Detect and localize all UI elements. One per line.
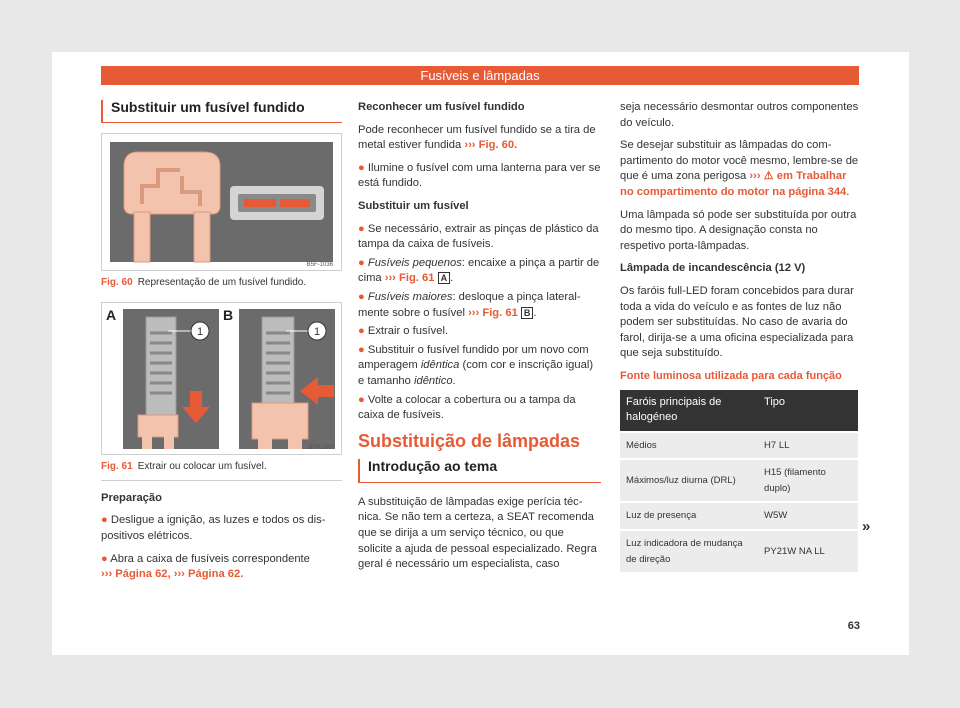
paragraph: A substituição de lâmpadas exige perícia técnica. Se não tem a certeza, a SEAT recomenda que se dirija a um serviço técnico, ou que solicite a ajuda de pessoal especializado. Regra geral é necessário um especialista, caso bbox=[358, 495, 597, 571]
figure-61-caption: Fig. 61 Extrair ou colocar um fusível. bbox=[101, 459, 342, 481]
label-a: A bbox=[106, 307, 117, 324]
prep-item: ● Desligue a ignição, as luzes e todos os dispositivos elétricos. bbox=[101, 514, 326, 542]
list-item: ● Fusíveis pequenos: encaixe a pinça a partir de cima ››› Fig. 61 A . bbox=[358, 256, 600, 285]
list-item: ● Ilumine o fusível com uma lanterna para ver se está fundido. bbox=[358, 161, 601, 190]
figure-61 bbox=[101, 302, 342, 455]
table-header: Tipo bbox=[758, 390, 858, 432]
table-row: Luz de presença W5W bbox=[620, 502, 858, 530]
figure-60-caption: Fig. 60 Representação de um fusível fundido. bbox=[101, 276, 307, 288]
page-link[interactable]: ››› ⚠ em Trabalhar no compartimento do motor na página 344 bbox=[620, 170, 847, 198]
label-b: B bbox=[223, 307, 234, 324]
paragraph: Se desejar substituir as lâmpadas do compartimento do motor você mesmo, lembre-se de que é uma zona perigosa ››› ⚠ em Trabalhar no compartimento do motor na página 344. bbox=[620, 139, 859, 198]
table-header: Faróis principais de halogéneo bbox=[620, 390, 758, 432]
list-item: ● Volte a colocar a cobertura ou a tampa da caixa de fusíveis. bbox=[358, 393, 576, 422]
chapter-title: Substituição de lâmpadas bbox=[358, 430, 581, 451]
figure-60 bbox=[101, 133, 342, 271]
figure-link[interactable]: ››› Fig. 61 bbox=[468, 306, 518, 319]
figure-link[interactable]: ››› Fig. 60. bbox=[464, 139, 518, 152]
list-item: ● Substituir o fusível fundido por um novo com amperagem idêntica (com cor e inscrição igual) e tamanho idêntico. bbox=[358, 343, 594, 387]
page-number: 63 bbox=[847, 620, 860, 632]
table-title: Fonte luminosa utilizada para cada função bbox=[620, 369, 842, 382]
svg-text:1: 1 bbox=[313, 326, 321, 339]
middle-column bbox=[358, 100, 601, 580]
table-row: Médios H7 LL bbox=[620, 432, 858, 460]
table-header-row bbox=[620, 390, 858, 432]
page-link[interactable]: ››› Página 62, ››› Página 62. bbox=[101, 568, 244, 581]
figure-tag: B5F-1036 bbox=[306, 261, 333, 268]
list-item: ● Fusíveis maiores: desloque a pinça lateralmente sobre o fusível ››› Fig. 61 B . bbox=[358, 290, 581, 319]
list-item: ● Se necessário, extrair as pinças de plástico da tampa da caixa de fusíveis. bbox=[358, 222, 599, 251]
section-title: Substituir um fusível fundido bbox=[101, 100, 342, 123]
figure-tag: B7V-1007 bbox=[308, 445, 335, 452]
recognize-heading: Reconhecer um fusível fundido bbox=[358, 101, 525, 113]
figure-link[interactable]: ››› Fig. 61 bbox=[384, 272, 435, 285]
bulb-table bbox=[620, 390, 858, 573]
table-row: Máximos/luz diurna (DRL) H15 (filamento duplo) bbox=[620, 459, 858, 502]
paragraph: seja necessário desmontar outros componentes do veículo. bbox=[620, 101, 859, 129]
fuse-removal-illustration bbox=[102, 303, 341, 454]
chapter-header: Fusíveis e lâmpadas bbox=[101, 66, 859, 85]
replace-heading: Substituir um fusível bbox=[358, 199, 469, 212]
fuse-illustration bbox=[102, 134, 341, 270]
paragraph: Pode reconhecer um fusível fundido se a tira de metal estiver fundida ››› Fig. 60. bbox=[358, 123, 596, 152]
incandescent-heading: Lâmpada de incandescência (12 V) bbox=[620, 262, 806, 275]
list-item: ● Extrair o fusível. bbox=[358, 325, 449, 338]
prep-item: ● Abra a caixa de fusíveis correspondente ››› Página 62, ››› Página 62. bbox=[101, 552, 310, 581]
svg-text:1: 1 bbox=[196, 326, 204, 339]
right-column bbox=[620, 100, 860, 572]
paragraph: Os faróis full-LED foram concebidos para durar toda a vida do veículo e as fontes de luz não podem ser substituídas. No caso de avaria do farol, dirija-se a uma oficina especializada para que seja substituído. bbox=[620, 284, 854, 360]
intro-heading: Introdução ao tema bbox=[358, 459, 601, 483]
preparation-heading: Preparação bbox=[101, 491, 162, 504]
left-column bbox=[101, 100, 342, 590]
paragraph: Uma lâmpada só pode ser substituída por outra do mesmo tipo. A designação consta no respetivo porta-lâmpadas. bbox=[620, 208, 857, 252]
continue-mark: » bbox=[862, 518, 871, 535]
table-row: Luz indicadora de mudança de direção PY21W NA LL bbox=[620, 530, 858, 572]
